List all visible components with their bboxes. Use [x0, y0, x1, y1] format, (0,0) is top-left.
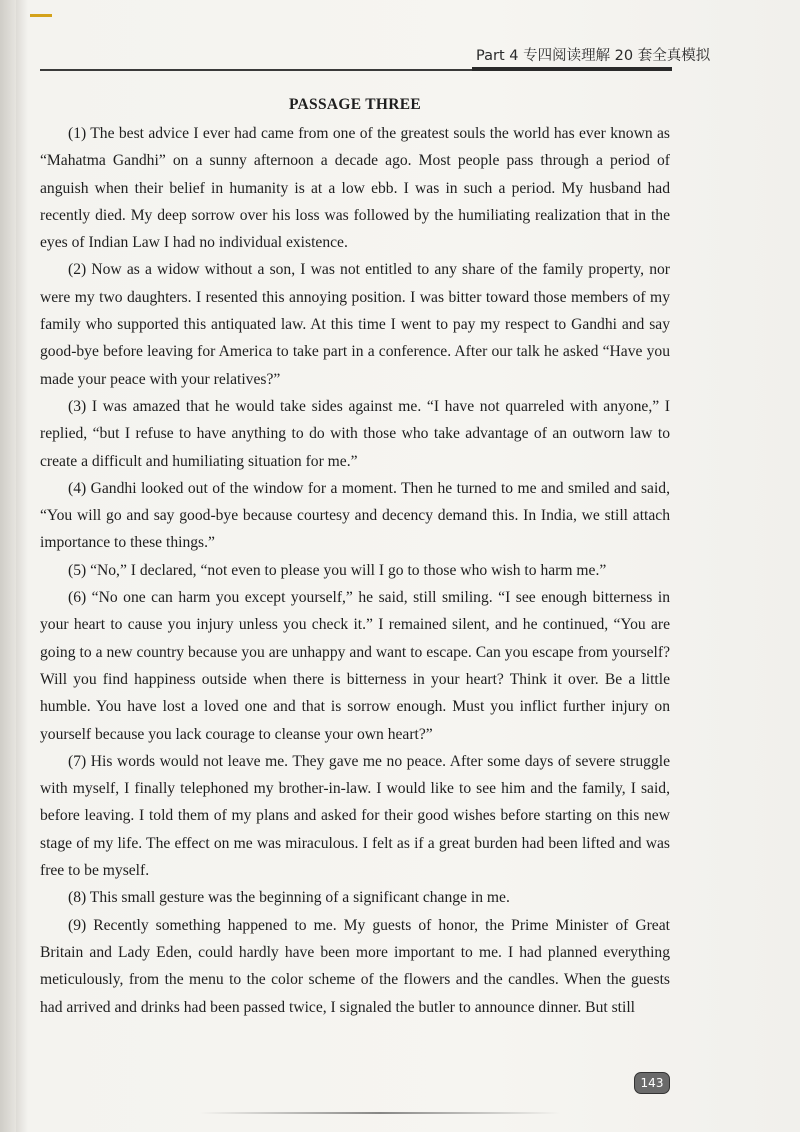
passage-title: PASSAGE THREE — [288, 96, 422, 113]
paragraph-8: (8) This small gesture was the beginning of a significant change in me. — [68, 889, 510, 907]
paragraph-9: (9) Recently something happened to me. My guests of honor, the Prime Minister of Great Britain and Lady Eden, could hardly have been more important to me. I had planned everything meticulously, from the menu to the color scheme of the flowers and the candles. When the guests had arrived and drinks had been passed twice, I signaled the butler to announce dinner. But still — [40, 916, 670, 1016]
paragraph-2: (2) Now as a widow without a son, I was not entitled to any share of the family property, nor were my two daughters. I resented this annoying position. I was bitter toward those members of my family who supported this antiquated law. At this time I went to pay my respect to Gandhi and say good-bye before leaving for America to take part in a conference. After our talk he asked “Have you made your peace with your relatives?” — [40, 261, 670, 388]
paragraph-3: (3) I was amazed that he would take sides against me. “I have not quarreled with anyone,” I replied, “but I refuse to have anything to do with those who take advantage of an outworn law to create a difficult and humiliating situation for me.” — [40, 397, 670, 470]
paragraph-1: (1) The best advice I ever had came from one of the greatest souls the world has ever known as “Mahatma Gandhi” on a sunny afternoon a decade ago. Most people pass through a period of anguish when their belief in humanity is at a low ebb. I was in such a period. My husband had recently died. My deep sorrow over his loss was followed by the humiliating realization that in the eyes of Indian Law I had no individual existence. — [40, 125, 670, 252]
page-binding-edge — [0, 0, 16, 1132]
paragraph-4: (4) Gandhi looked out of the window for a moment. Then he turned to me and smiled and said, “You will go and say good-bye because courtesy and decency demand this. In India, we still attach importance to these things.” — [40, 479, 670, 552]
bottom-shadow-rule — [200, 1112, 560, 1114]
header-rule-accent — [472, 67, 672, 71]
running-header: Part 4 专四阅读理解 20 套全真模拟 — [476, 48, 711, 64]
corner-mark — [30, 14, 52, 17]
page-number: 143 — [634, 1072, 670, 1094]
paragraph-5: (5) “No,” I declared, “not even to please you will I go to those who wish to harm me.” — [68, 561, 607, 579]
passage-body — [40, 120, 670, 1021]
paragraph-7: (7) His words would not leave me. They gave me no peace. After some days of severe struggle with myself, I finally telephoned my brother-in-law. I would like to see him and the family, I said, before leaving. I told them of my plans and asked for their good wishes before starting on this new stage of my life. The effect on me was miraculous. I felt as if a great burden had been lifted and was free to be myself. — [40, 752, 670, 880]
paragraph-6: (6) “No one can harm you except yourself,” he said, still smiling. “I see enough bitterness in your heart to cause you injury unless you check it.” I remained silent, and he continued, “You are going to a new country because you are unhappy and want to escape. Can you escape from yourself? Will you find happiness outside when there is bitterness in your heart? Think it over. Be a little humble. You have lost a loved one and that is sorrow enough. Must you inflict further injury on yourself because you lack courage to cleanse your own heart?” — [40, 589, 670, 743]
